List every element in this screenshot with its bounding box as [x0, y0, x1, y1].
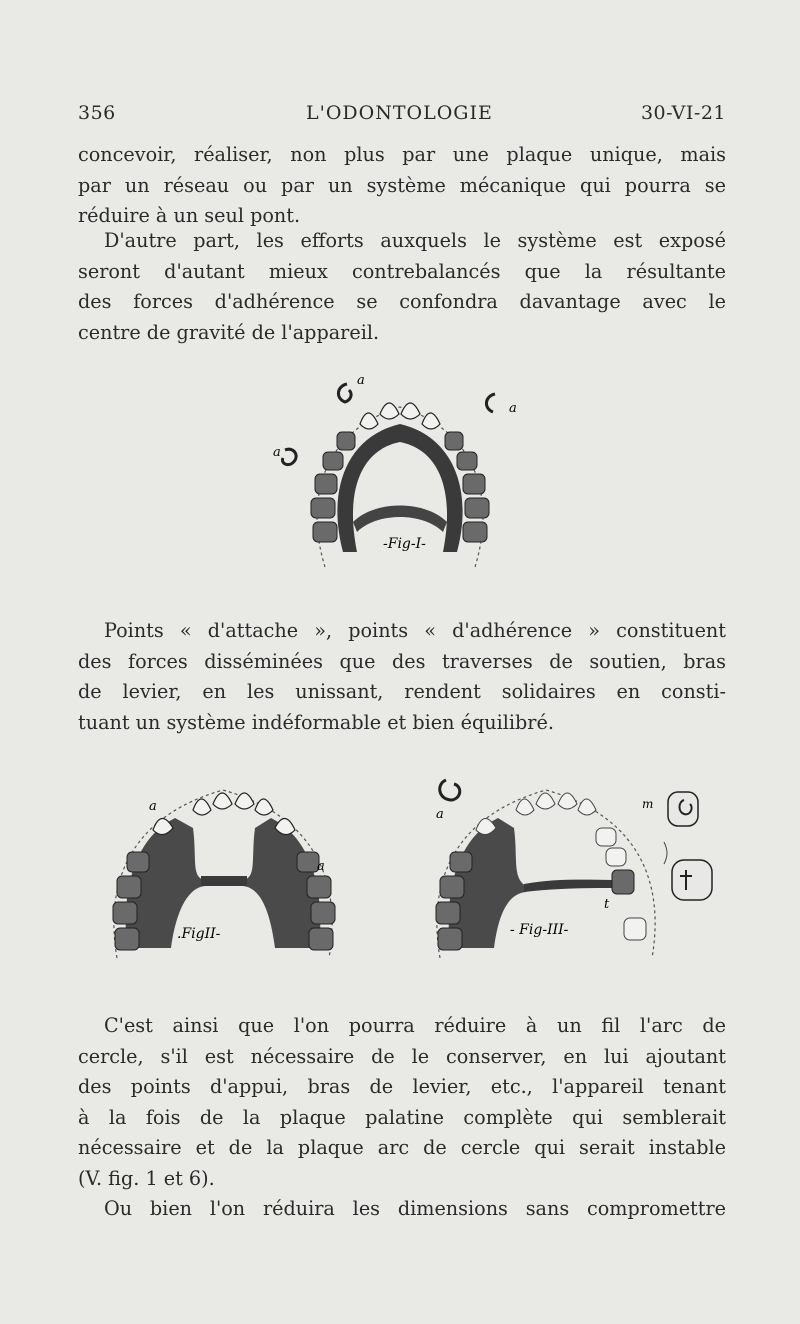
figure-2-annotation: a: [317, 859, 325, 874]
issue-date: 30-VI-21: [640, 102, 726, 124]
text-line: des points d'appui, bras de levier, etc., l'appareil tenant: [78, 1075, 726, 1098]
figure-1-annotation: a: [273, 445, 281, 460]
running-header: [78, 102, 726, 130]
figure-3-label: - Fig-III-: [510, 922, 569, 938]
page-number: 356: [78, 102, 116, 124]
paragraph-4: [78, 1011, 726, 1194]
text-line: des forces disséminées que des traverses de soutien, bras: [78, 649, 726, 673]
figure-1-drawing: [265, 372, 545, 582]
figure-1: [265, 372, 545, 582]
text-line: (V. fig. 1 et 6).: [78, 1166, 215, 1190]
figure-3-annotation: t: [604, 897, 610, 912]
text-line: à la fois de la plaque palatine complète qui semblerait: [78, 1105, 726, 1129]
figure-1-label: -Fig-I-: [383, 536, 426, 552]
text-line: concevoir, réaliser, non plus par une plaque unique, mais: [78, 143, 726, 166]
figure-3-annotation: m: [642, 797, 654, 811]
figure-1-annotation: a: [357, 373, 365, 388]
paragraph-2: [78, 226, 726, 348]
text-line: nécessaire et de la plaque arc de cercle qui serait instable: [78, 1136, 726, 1159]
figure-3: [428, 768, 728, 978]
text-line: des forces d'adhérence se confondra davantage avec le: [78, 290, 726, 313]
figure-2-annotation: a: [149, 799, 157, 814]
text-line: Ou bien l'on réduira les dimensions sans compromettre: [104, 1197, 726, 1220]
paragraph-3: [78, 616, 726, 738]
text-line: D'autre part, les efforts auxquels le système est exposé: [104, 229, 726, 252]
text-line: par un réseau ou par un système mécanique qui pourra se: [78, 173, 726, 197]
figure-2-drawing: [105, 768, 345, 978]
figure-3-drawing: [428, 768, 728, 978]
figure-1-annotation: a: [509, 401, 517, 416]
journal-title: L'ODONTOLOGIE: [306, 102, 493, 124]
figure-2-label: .FigII-: [177, 926, 221, 942]
paragraph-5: [78, 1194, 726, 1225]
text-line: seront d'autant mieux contrebalancés que la résultante: [78, 259, 726, 283]
figure-2: [105, 768, 345, 978]
text-line: Points « d'attache », points « d'adhérence » constituent: [104, 619, 726, 642]
text-line: réduire à un seul pont.: [78, 204, 301, 227]
paragraph-1: [78, 140, 726, 232]
text-line: de levier, en les unissant, rendent solidaires en consti-: [78, 680, 726, 703]
figure-3-annotation: a: [436, 807, 444, 822]
text-line: tuant un système indéformable et bien équilibré.: [78, 710, 554, 734]
text-line: centre de gravité de l'appareil.: [78, 320, 380, 344]
text-line: C'est ainsi que l'on pourra réduire à un fil l'arc de: [104, 1014, 726, 1037]
text-line: cercle, s'il est nécessaire de le conserver, en lui ajoutant: [78, 1044, 726, 1068]
